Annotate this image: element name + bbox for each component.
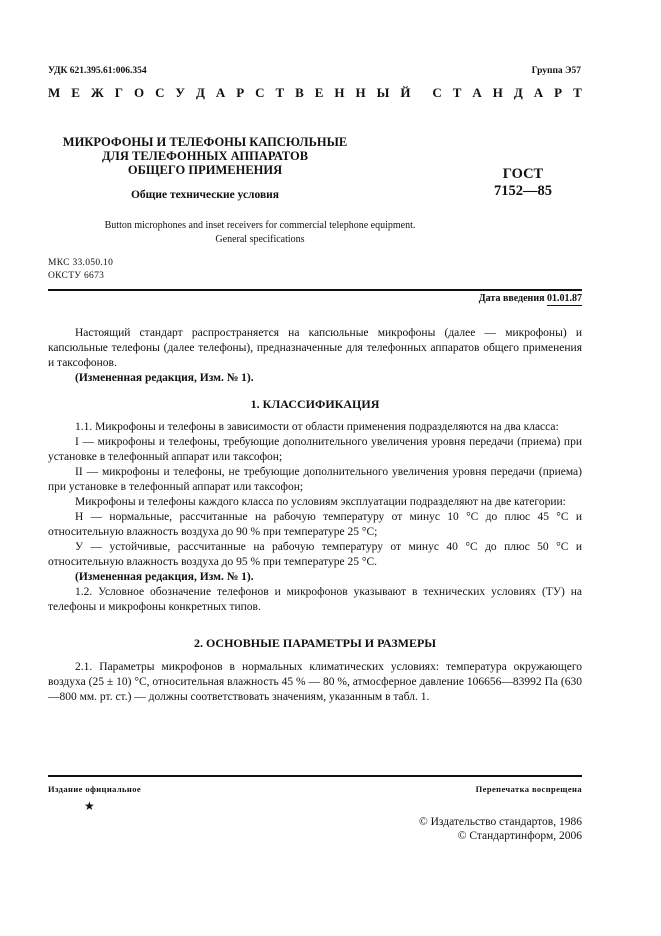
banner-letter: Г <box>114 85 123 100</box>
copyright-line: © Стандартинформ, 2006 <box>457 830 582 842</box>
english-title <box>60 219 460 247</box>
section-1-body <box>48 420 582 615</box>
interstate-standard-banner <box>48 85 582 101</box>
copyright-line: © Издательство стандартов, 1986 <box>418 816 582 828</box>
banner-letter: Е <box>314 85 324 100</box>
banner-letter: Ж <box>90 85 104 100</box>
english-title-line: General specifications <box>215 234 305 245</box>
banner-letter: Н <box>355 85 366 100</box>
clause-1-1: 1.1. Микрофоны и телефоны в зависимости от области применения подразделяются на два класса: <box>75 421 559 433</box>
header-divider <box>48 289 582 291</box>
banner-letter: Ы <box>376 85 390 100</box>
introduction-date <box>479 293 582 304</box>
amendment-note: (Измененная редакция, Изм. № 1). <box>75 571 254 583</box>
banner-letter: А <box>215 85 226 100</box>
gost-number: 7152—85 <box>494 183 552 199</box>
intro-section <box>48 326 582 386</box>
document-subtitle: Общие технические условия <box>130 189 280 201</box>
title-line: МИКРОФОНЫ И ТЕЛЕФОНЫ КАПСЮЛЬНЫЕ <box>62 135 348 149</box>
banner-letter: У <box>175 85 185 100</box>
copyright-block <box>419 815 582 843</box>
intro-paragraph: Настоящий стандарт распространяется на капсюльные микрофоны (далее — микрофоны) и капсюльные телефоны (далее телефоны), предназначенные для телефонных аппаратов общего применения и таксофонов. <box>48 327 582 369</box>
banner-letter: Й <box>400 85 411 100</box>
intro-date-label: Дата введения <box>478 293 545 304</box>
official-edition-note: Издание официальное <box>48 784 142 794</box>
banner-letter: Р <box>236 85 245 100</box>
title-line: ОБЩЕГО ПРИМЕНЕНИЯ <box>127 163 283 177</box>
banner-letter: А <box>533 85 544 100</box>
banner-letter: Т <box>452 85 462 100</box>
class-ii-definition: II — микрофоны и телефоны, не требующие дополнительного увеличения уровня передачи (приема) при установке в телефонный аппарат или таксофон; <box>48 466 582 493</box>
banner-letter: Н <box>334 85 345 100</box>
section-2-body <box>48 660 582 705</box>
amendment-note: (Измененная редакция, Изм. № 1). <box>75 372 254 384</box>
english-title-line: Button microphones and inset receivers for commercial telephone equipment. <box>104 220 416 231</box>
clause-1-2: 1.2. Условное обозначение телефонов и микрофонов указывают в технических условиях (ТУ) на телефоны и микрофоны конкретных типов. <box>48 586 582 613</box>
categories-intro: Микрофоны и телефоны каждого класса по условиям эксплуатации подразделяют на две категории: <box>75 496 566 508</box>
footer-divider <box>48 775 582 777</box>
gost-label: ГОСТ <box>502 166 544 182</box>
banner-letter: Е <box>71 85 80 100</box>
section-1-heading: 1. КЛАССИФИКАЦИЯ <box>250 397 380 411</box>
banner-letter: С <box>255 85 265 100</box>
banner-letter: Д <box>195 85 205 100</box>
banner-letter: А <box>472 85 482 100</box>
banner-letter: С <box>432 85 442 100</box>
category-n-definition: Н — нормальные, рассчитанные на рабочую температуру от минус 10 °С до плюс 45 °С и относительную влажность воздуха до 90 % при температуре 25 °С; <box>48 511 582 538</box>
banner-letter: С <box>155 85 165 100</box>
title-line: ДЛЯ ТЕЛЕФОННЫХ АППАРАТОВ <box>101 149 309 163</box>
section-2-heading: 2. ОСНОВНЫЕ ПАРАМЕТРЫ И РАЗМЕРЫ <box>193 636 437 650</box>
okstu-code: ОКСТУ 6673 <box>48 271 105 281</box>
banner-letter: Т <box>573 85 582 100</box>
classification-codes <box>48 257 113 283</box>
banner-letter: Р <box>554 85 563 100</box>
gost-designation <box>478 166 568 200</box>
group-code: Группа Э57 <box>531 66 581 76</box>
clause-2-1: 2.1. Параметры микрофонов в нормальных климатических условиях: температура окружающего воздуха (25 ± 10) °С, относительная влажность 45 % — 80 %, атмосферное давление 106656—83992 Па (630—800 мм. рт. ст.) — должны соответствовать значениям, указанным в табл. 1. <box>48 661 582 703</box>
star-icon: ★ <box>84 799 95 813</box>
document-title <box>60 135 350 177</box>
class-i-definition: I — микрофоны и телефоны, требующие дополнительного увеличения уровня передачи (приема) при установке в телефонный аппарат или таксофон; <box>48 436 582 463</box>
udk-code: УДК 621.395.61:006.354 <box>48 66 147 76</box>
intro-date-value: 01.01.87 <box>547 293 582 304</box>
banner-letter: Т <box>275 85 285 100</box>
banner-letter: В <box>295 85 304 100</box>
banner-letter: М <box>48 85 61 100</box>
category-u-definition: У — устойчивые, рассчитанные на рабочую температуру от минус 40 °С до плюс 50 °С и относительную влажность воздуха до 95 % при температуре 25 °С. <box>48 541 582 568</box>
banner-letter: О <box>133 85 145 100</box>
mks-code: МКС 33.050.10 <box>48 258 114 268</box>
banner-letter: Д <box>513 85 523 100</box>
banner-letter: Н <box>492 85 503 100</box>
reprint-prohibited-note: Перепечатка воспрещена <box>475 784 582 794</box>
